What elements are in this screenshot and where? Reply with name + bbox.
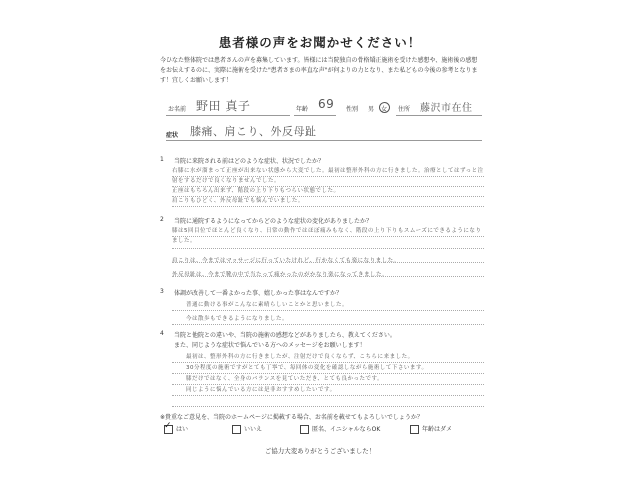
name-value: 野田 真子 xyxy=(196,99,251,113)
option-anonymous[interactable] xyxy=(300,424,380,434)
answer-line: 最初は、整形外科の方に行きましたが、注射だけで良くならず、こちらに来ました。 xyxy=(186,354,414,360)
question-number: 3 xyxy=(160,288,164,295)
answer-line: 今は散歩もできるようになりました。 xyxy=(186,316,289,322)
question-number: 2 xyxy=(160,216,164,223)
checkbox-yes[interactable] xyxy=(164,425,173,434)
option-yes[interactable] xyxy=(164,424,188,434)
question-text: 当院と他院との違いや、当院の施術の感想などがありましたら、教えてください。 xyxy=(174,332,396,339)
checkbox-anonymous[interactable] xyxy=(300,425,309,434)
option-no-age[interactable] xyxy=(410,424,452,434)
answer-line: 普通に動ける事がこんなに素晴らしいことかと思いました。 xyxy=(186,302,349,308)
question-number: 4 xyxy=(160,330,164,337)
question-subtext: また、同じような症状で悩んでいる方へのメッセージをお願いします！ xyxy=(174,342,366,349)
form-title: 患者様の声をお聞かせください！ xyxy=(218,35,422,50)
age-value: 69 xyxy=(318,97,335,111)
question-text: 体調が改善して一番よかった事、嬉しかった事はなんですか？ xyxy=(174,290,343,297)
symptom-value: 膝痛、肩こり、外反母趾 xyxy=(190,125,317,138)
age-label: 年齢 xyxy=(296,106,309,113)
question-number: 1 xyxy=(160,156,164,163)
answer-line: 肩こりもひどく、外反母趾でも悩んでいました。 xyxy=(172,198,304,204)
answer-line: 正座はもちろん出来ず、階段の上り下りもつらい状態でした。 xyxy=(172,188,340,194)
sex-selected-circle xyxy=(379,102,390,113)
question-text: 当院に通院するようになってからどのような症状の変化がありましたか？ xyxy=(174,218,373,225)
answer-line: 膝は5回目位でほとんど良くなり、日常の動作ではほぼ痛みもなく、階段の上り下りもスムーズにできるようになりました。 xyxy=(172,228,482,244)
footer-thanks: ご協力大変ありがとうございました！ xyxy=(264,447,376,455)
option-no[interactable] xyxy=(232,424,262,434)
answer-line: 外反母趾は、今まで靴の中で当たって痛かったのがかなり楽になってきました。 xyxy=(172,272,389,278)
answer-line: 肩こりは、今まではマッサージに行っていたけれど、行かなくても楽になりました。 xyxy=(172,258,400,264)
intro-text: 今ひなた整体院では患者さんの声を募集しています。皆様には当院独自の骨格矯正施術を受けた感想や、施術後の感想をお伝えするのに、実際に施術を受けた"患者さまの率直な声"が何よりの力となり、また私どもの今後の参考となります！宜しくお願いします！ xyxy=(160,57,478,84)
answer-line: 右膝に水が溜まって正座が出来ない状態から大変でした。最初は整形外科の方に行きました。治療としてはずっと注射をするだけで良くなりませんでした。 xyxy=(172,168,484,184)
sex-label: 性別 xyxy=(346,106,359,113)
option-label: 年齢はダメ xyxy=(422,426,453,433)
option-label: はい xyxy=(176,426,189,433)
name-label: お名前 xyxy=(168,106,187,113)
answer-block-4 xyxy=(186,352,482,396)
question-text: 当院に来院される前はどのような症状、状況でしたか？ xyxy=(174,158,325,165)
option-label: 匿名、イニシャルならOK xyxy=(312,426,381,433)
address-label: 住所 xyxy=(398,106,411,113)
checkbox-no[interactable] xyxy=(232,425,241,434)
answer-line: 膝だけではなく、全身のバランスを見ていただき、とても良かったです。 xyxy=(186,376,384,382)
option-label: いいえ xyxy=(244,426,263,433)
answer-block-3 xyxy=(186,300,482,324)
address-value: 藤沢市在住 xyxy=(420,103,473,114)
publish-question: ※貴重なご意見を、当院のホームページに掲載する場合、お名前を載せてもよろしいでしょうか？ xyxy=(160,414,423,421)
answer-block-2 xyxy=(172,226,484,280)
answer-line: 30分程度の施術ですがとても丁寧で、毎回体の変化を確認しながら施術して下さいます。 xyxy=(186,365,428,371)
sex-female: 女 xyxy=(381,106,388,113)
symptom-label: 症状 xyxy=(166,132,179,139)
sex-male: 男 xyxy=(368,106,375,113)
answer-line: 同じように悩んでいる方には是非おすすめしたいです。 xyxy=(186,387,336,393)
checkbox-no-age[interactable] xyxy=(410,425,419,434)
